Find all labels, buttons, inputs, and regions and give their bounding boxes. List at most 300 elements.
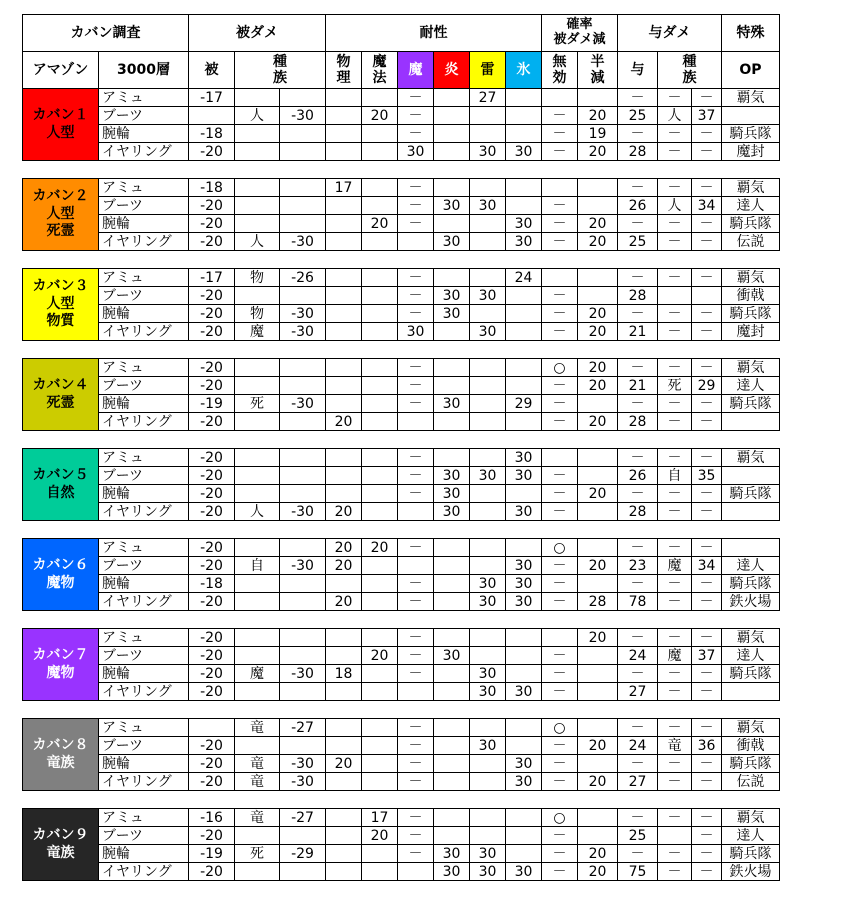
value-cell: -30 — [280, 503, 326, 521]
value-cell — [470, 107, 506, 125]
value-cell: － — [658, 665, 692, 683]
value-cell: 死 — [235, 395, 280, 413]
value-cell — [506, 539, 542, 557]
value-cell: ○ — [542, 539, 578, 557]
value-cell: 75 — [618, 863, 658, 881]
value-cell: 達人 — [722, 827, 780, 845]
value-cell — [362, 593, 398, 611]
value-cell: -17 — [189, 89, 235, 107]
value-cell: － — [658, 485, 692, 503]
value-cell — [362, 197, 398, 215]
value-cell — [470, 179, 506, 197]
item-name: 腕輪 — [99, 305, 189, 323]
table-row — [23, 89, 780, 107]
value-cell — [362, 503, 398, 521]
value-cell: 36 — [692, 737, 722, 755]
value-cell: 30 — [470, 593, 506, 611]
value-cell: － — [542, 287, 578, 305]
value-cell: -20 — [189, 629, 235, 647]
value-cell — [280, 215, 326, 233]
value-cell: － — [398, 89, 434, 107]
value-cell: 達人 — [722, 647, 780, 665]
value-cell — [326, 107, 362, 125]
value-cell: 20 — [578, 629, 618, 647]
table-row — [23, 233, 780, 251]
value-cell — [578, 467, 618, 485]
value-cell: 20 — [578, 485, 618, 503]
value-cell — [578, 539, 618, 557]
value-cell: 達人 — [722, 557, 780, 575]
value-cell — [362, 395, 398, 413]
value-cell: 20 — [326, 557, 362, 575]
dealt-race-col: 種 族 — [658, 52, 722, 89]
value-cell: － — [542, 215, 578, 233]
value-cell: 鉄火場 — [722, 593, 780, 611]
value-cell — [280, 593, 326, 611]
value-cell — [434, 323, 470, 341]
value-cell — [542, 179, 578, 197]
item-name: アミュ — [99, 719, 189, 737]
value-cell: 25 — [618, 107, 658, 125]
value-cell — [235, 467, 280, 485]
value-cell — [362, 89, 398, 107]
value-cell: － — [658, 809, 692, 827]
value-cell: 20 — [578, 305, 618, 323]
table-row — [23, 629, 780, 647]
value-cell: 78 — [618, 593, 658, 611]
value-cell: － — [692, 485, 722, 503]
value-cell: 30 — [506, 215, 542, 233]
table-row — [23, 665, 780, 683]
value-cell: -30 — [280, 107, 326, 125]
value-cell: 竜 — [235, 719, 280, 737]
value-cell — [578, 683, 618, 701]
value-cell: 達人 — [722, 377, 780, 395]
table-row — [23, 575, 780, 593]
value-cell: 死 — [235, 845, 280, 863]
value-cell: 24 — [618, 737, 658, 755]
value-cell — [362, 665, 398, 683]
value-cell: 20 — [578, 773, 618, 791]
value-cell: 伝説 — [722, 233, 780, 251]
value-cell — [434, 593, 470, 611]
value-cell: － — [692, 809, 722, 827]
value-cell — [578, 449, 618, 467]
value-cell: 27 — [470, 89, 506, 107]
value-cell: 20 — [326, 503, 362, 521]
value-cell — [578, 719, 618, 737]
value-cell: － — [618, 719, 658, 737]
value-cell: 34 — [692, 557, 722, 575]
item-name: 腕輪 — [99, 665, 189, 683]
item-name: イヤリング — [99, 323, 189, 341]
value-cell — [326, 467, 362, 485]
value-cell: 20 — [578, 737, 618, 755]
value-cell: － — [618, 449, 658, 467]
value-cell — [434, 575, 470, 593]
value-cell: 24 — [618, 647, 658, 665]
value-cell: － — [398, 359, 434, 377]
value-cell: － — [692, 359, 722, 377]
value-cell — [362, 773, 398, 791]
value-cell: -30 — [280, 233, 326, 251]
value-cell: 30 — [506, 503, 542, 521]
value-cell — [326, 719, 362, 737]
value-cell — [722, 107, 780, 125]
value-cell: 30 — [470, 863, 506, 881]
value-cell: － — [692, 125, 722, 143]
bag-label: カバン７ 魔物 — [23, 629, 99, 701]
group-probability: 確率 被ダメ減 — [542, 15, 618, 52]
value-cell — [398, 683, 434, 701]
bag-block — [22, 268, 780, 341]
value-cell: 覇気 — [722, 449, 780, 467]
value-cell: － — [692, 827, 722, 845]
value-cell: － — [398, 125, 434, 143]
value-cell — [470, 647, 506, 665]
halve-col: 半 減 — [578, 52, 618, 89]
value-cell: 26 — [618, 467, 658, 485]
value-cell — [722, 413, 780, 431]
value-cell — [326, 863, 362, 881]
table-row — [23, 143, 780, 161]
value-cell — [398, 863, 434, 881]
value-cell — [326, 773, 362, 791]
value-cell — [235, 575, 280, 593]
value-cell — [470, 827, 506, 845]
value-cell: 騎兵隊 — [722, 485, 780, 503]
value-cell: － — [692, 773, 722, 791]
value-cell: 魔封 — [722, 143, 780, 161]
value-cell: 鉄火場 — [722, 863, 780, 881]
bag-block — [22, 358, 780, 431]
item-name: 腕輪 — [99, 395, 189, 413]
value-cell: － — [618, 665, 658, 683]
value-cell: -19 — [189, 845, 235, 863]
value-cell — [326, 485, 362, 503]
item-name: アミュ — [99, 359, 189, 377]
value-cell: 20 — [326, 413, 362, 431]
value-cell: 覇気 — [722, 809, 780, 827]
value-cell — [326, 845, 362, 863]
value-cell: － — [658, 269, 692, 287]
value-cell: -26 — [280, 269, 326, 287]
value-cell — [280, 629, 326, 647]
value-cell — [434, 269, 470, 287]
value-cell: － — [398, 197, 434, 215]
value-cell — [398, 503, 434, 521]
value-cell: － — [658, 233, 692, 251]
value-cell: － — [398, 287, 434, 305]
item-name: ブーツ — [99, 107, 189, 125]
value-cell — [470, 125, 506, 143]
item-name: 腕輪 — [99, 845, 189, 863]
value-cell: 20 — [578, 845, 618, 863]
value-cell: 30 — [434, 647, 470, 665]
value-cell: 20 — [578, 107, 618, 125]
value-cell — [362, 557, 398, 575]
value-cell: － — [692, 413, 722, 431]
value-cell: 竜 — [658, 737, 692, 755]
op-col: OP — [722, 52, 780, 89]
value-cell: 27 — [618, 683, 658, 701]
value-cell: － — [692, 449, 722, 467]
value-cell: 20 — [578, 377, 618, 395]
bag-block — [22, 178, 780, 251]
table-row — [23, 413, 780, 431]
value-cell: 30 — [470, 323, 506, 341]
value-cell: -20 — [189, 215, 235, 233]
value-cell: － — [692, 179, 722, 197]
value-cell: 20 — [578, 359, 618, 377]
value-cell — [326, 125, 362, 143]
item-name: ブーツ — [99, 467, 189, 485]
value-cell — [326, 269, 362, 287]
item-name: 腕輪 — [99, 575, 189, 593]
value-cell: 17 — [362, 809, 398, 827]
value-cell — [506, 647, 542, 665]
value-cell: 死 — [658, 377, 692, 395]
fire-col: 炎 — [434, 52, 470, 89]
value-cell: -20 — [189, 665, 235, 683]
table-row — [23, 215, 780, 233]
value-cell — [362, 737, 398, 755]
value-cell — [434, 179, 470, 197]
value-cell: － — [542, 485, 578, 503]
value-cell: 18 — [326, 665, 362, 683]
table-row — [23, 359, 780, 377]
value-cell: 20 — [362, 827, 398, 845]
value-cell: － — [658, 863, 692, 881]
value-cell: 21 — [618, 323, 658, 341]
value-cell — [326, 287, 362, 305]
table-row — [23, 125, 780, 143]
value-cell: － — [542, 683, 578, 701]
value-cell: -30 — [280, 557, 326, 575]
table-row — [23, 827, 780, 845]
value-cell: 30 — [434, 863, 470, 881]
value-cell — [398, 557, 434, 575]
value-cell — [326, 449, 362, 467]
value-cell: 20 — [578, 413, 618, 431]
value-cell — [326, 305, 362, 323]
table-row — [23, 539, 780, 557]
value-cell: － — [542, 755, 578, 773]
value-cell: 騎兵隊 — [722, 395, 780, 413]
value-cell — [280, 377, 326, 395]
value-cell — [434, 737, 470, 755]
value-cell: － — [542, 845, 578, 863]
value-cell: -20 — [189, 539, 235, 557]
value-cell — [280, 575, 326, 593]
value-cell: -18 — [189, 179, 235, 197]
table-row — [23, 395, 780, 413]
value-cell — [280, 143, 326, 161]
value-cell — [235, 629, 280, 647]
magic-col: 魔 法 — [362, 52, 398, 89]
value-cell: 衝戟 — [722, 287, 780, 305]
value-cell: 30 — [398, 143, 434, 161]
value-cell: － — [618, 395, 658, 413]
value-cell: － — [618, 359, 658, 377]
value-cell: － — [658, 395, 692, 413]
item-name: イヤリング — [99, 683, 189, 701]
value-cell: － — [658, 539, 692, 557]
value-cell: － — [658, 593, 692, 611]
value-cell: -20 — [189, 593, 235, 611]
value-cell — [434, 827, 470, 845]
value-cell — [362, 449, 398, 467]
value-cell: 竜 — [235, 755, 280, 773]
value-cell: 30 — [470, 845, 506, 863]
value-cell — [235, 827, 280, 845]
floor-label: 3000層 — [99, 52, 189, 89]
value-cell: 竜 — [235, 773, 280, 791]
value-cell: 30 — [434, 287, 470, 305]
value-cell: 20 — [578, 143, 618, 161]
value-cell: 竜 — [235, 809, 280, 827]
value-cell: － — [398, 539, 434, 557]
value-cell: － — [692, 269, 722, 287]
value-cell: － — [692, 305, 722, 323]
value-cell: 物 — [235, 305, 280, 323]
bag-block — [22, 538, 780, 611]
value-cell: 30 — [470, 737, 506, 755]
value-cell — [326, 809, 362, 827]
value-cell — [235, 143, 280, 161]
value-cell — [235, 683, 280, 701]
group-damage-dealt: 与ダメ — [618, 15, 722, 52]
value-cell: － — [542, 395, 578, 413]
value-cell: -20 — [189, 233, 235, 251]
value-cell: -20 — [189, 305, 235, 323]
table-row — [23, 323, 780, 341]
table-row — [23, 467, 780, 485]
value-cell — [434, 413, 470, 431]
value-cell: 30 — [506, 593, 542, 611]
value-cell — [326, 683, 362, 701]
value-cell — [470, 215, 506, 233]
nullify-col: 無 効 — [542, 52, 578, 89]
value-cell — [235, 179, 280, 197]
value-cell — [280, 683, 326, 701]
magic-res-col: 魔 — [398, 52, 434, 89]
value-cell: -20 — [189, 755, 235, 773]
value-cell — [506, 287, 542, 305]
value-cell: 騎兵隊 — [722, 215, 780, 233]
value-cell: － — [398, 809, 434, 827]
value-cell — [280, 287, 326, 305]
value-cell — [235, 359, 280, 377]
item-name: アミュ — [99, 809, 189, 827]
value-cell: － — [658, 503, 692, 521]
value-cell: － — [542, 827, 578, 845]
group-damage-taken: 被ダメ — [189, 15, 326, 52]
item-name: ブーツ — [99, 287, 189, 305]
value-cell: -20 — [189, 683, 235, 701]
value-cell: － — [398, 575, 434, 593]
value-cell: － — [618, 215, 658, 233]
value-cell: 20 — [326, 755, 362, 773]
value-cell — [578, 665, 618, 683]
value-cell: 28 — [618, 503, 658, 521]
table-row — [23, 773, 780, 791]
value-cell: -20 — [189, 557, 235, 575]
value-cell — [578, 395, 618, 413]
value-cell: － — [658, 575, 692, 593]
value-cell: 30 — [434, 305, 470, 323]
value-cell: 30 — [506, 233, 542, 251]
value-cell: － — [542, 863, 578, 881]
item-name: アミュ — [99, 179, 189, 197]
value-cell — [434, 143, 470, 161]
value-cell — [722, 539, 780, 557]
value-cell — [506, 323, 542, 341]
value-cell: 20 — [578, 323, 618, 341]
value-cell — [362, 323, 398, 341]
item-name: アミュ — [99, 629, 189, 647]
value-cell — [470, 377, 506, 395]
value-cell — [235, 125, 280, 143]
value-cell: 19 — [578, 125, 618, 143]
value-cell — [578, 269, 618, 287]
item-name: 腕輪 — [99, 215, 189, 233]
value-cell: ○ — [542, 809, 578, 827]
value-cell: － — [658, 845, 692, 863]
value-cell — [506, 737, 542, 755]
table-row — [23, 737, 780, 755]
value-cell — [434, 359, 470, 377]
value-cell — [470, 557, 506, 575]
value-cell: 魔 — [658, 647, 692, 665]
value-cell: － — [398, 593, 434, 611]
value-cell: － — [398, 827, 434, 845]
value-cell — [578, 89, 618, 107]
value-cell — [362, 143, 398, 161]
value-cell: 達人 — [722, 197, 780, 215]
value-cell — [362, 485, 398, 503]
value-cell — [470, 233, 506, 251]
value-cell: -19 — [189, 395, 235, 413]
value-cell — [189, 719, 235, 737]
value-cell — [235, 89, 280, 107]
value-cell — [362, 125, 398, 143]
value-cell — [470, 359, 506, 377]
value-cell: -16 — [189, 809, 235, 827]
bag-label: カバン８ 竜族 — [23, 719, 99, 791]
value-cell: -18 — [189, 125, 235, 143]
value-cell: － — [542, 413, 578, 431]
value-cell: － — [658, 683, 692, 701]
value-cell — [722, 503, 780, 521]
value-cell: － — [658, 773, 692, 791]
value-cell — [235, 215, 280, 233]
value-cell: － — [398, 107, 434, 125]
bag-label: カバン６ 魔物 — [23, 539, 99, 611]
value-cell: 人 — [658, 107, 692, 125]
value-cell: 30 — [506, 449, 542, 467]
value-cell: 30 — [506, 683, 542, 701]
value-cell — [434, 809, 470, 827]
value-cell — [326, 359, 362, 377]
value-cell — [280, 449, 326, 467]
value-cell — [362, 863, 398, 881]
value-cell: 20 — [362, 215, 398, 233]
value-cell: -30 — [280, 395, 326, 413]
value-cell — [470, 809, 506, 827]
value-cell: -20 — [189, 413, 235, 431]
value-cell: － — [618, 179, 658, 197]
